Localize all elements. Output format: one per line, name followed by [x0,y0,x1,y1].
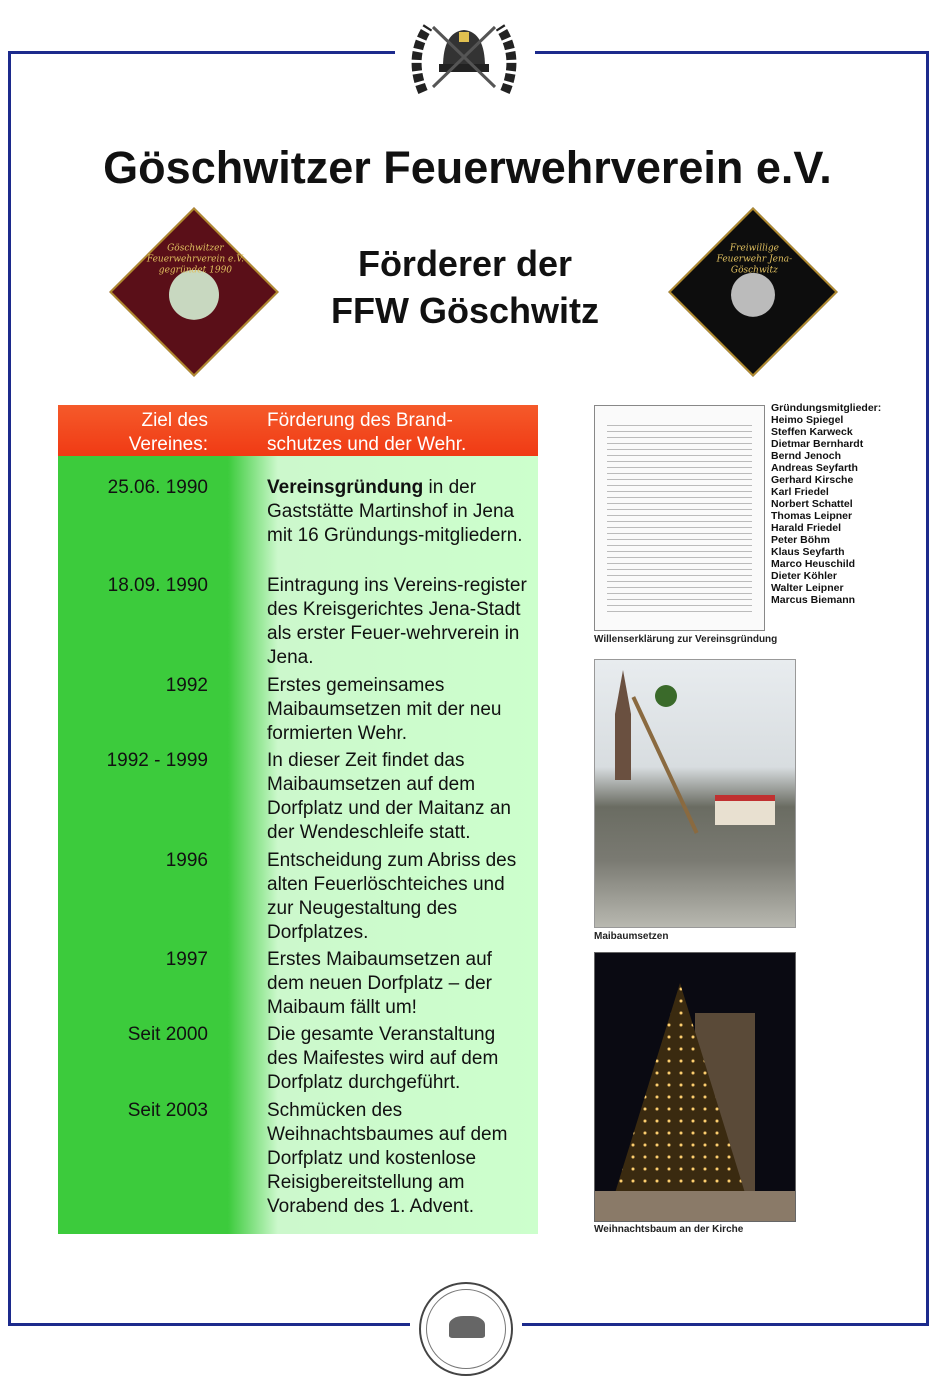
christmas-tree-photo [594,952,796,1222]
member-name: Marcus Biemann [771,594,856,606]
row-text: Die gesamte Veranstaltung des Maifestes wird auf dem Dorfplatz durchgeführt. [267,1024,499,1093]
subtitle-line-1: Förderer der [357,243,573,284]
member-name: Andreas Seyfarth [771,462,858,474]
member-name: Dieter Köhler [771,570,837,582]
member-name: Peter Böhm [771,534,830,546]
row-date: 18.09. 1990 [107,575,208,596]
founding-members-list [771,402,881,606]
header-goal-text [267,409,466,457]
chronicle-table [58,405,538,1234]
table-header [58,405,538,456]
maibaum-photo [594,659,796,928]
row-text: Eintragung ins Vereins-register des Kreisgerichtes Jena-Stadt als erster Feuer-wehrverein in Jena. [267,575,527,668]
row-text-bold: Vereinsgründung [267,477,424,498]
member-name: Heimo Spiegel [771,414,844,426]
row-date: 25.06. 1990 [107,477,208,498]
member-name: Walter Leipner [771,582,844,594]
header-text-line-2: schutzes und der Wehr. [267,434,467,455]
club-banner-left-text: Göschwitzer Feuerwehrverein e.V. gegründet 1990 [146,243,245,276]
row-text: Entscheidung zum Abriss des alten Feuerlöschteiches und zur Neugestaltung des Dorfplatzes. [267,850,517,943]
row-date: 1992 [165,675,208,696]
member-name: Karl Friedel [771,486,829,498]
row-text [267,476,529,548]
caption-christmas: Weihnachtsbaum an der Kirche [594,1224,744,1235]
row-date: 1992 - 1999 [106,750,208,771]
member-name: Klaus Seyfarth [771,546,845,558]
table-body [58,456,538,1234]
subtitle [300,240,630,334]
row-date: 1996 [165,850,208,871]
caption-document: Willenserklärung zur Vereinsgründung [594,634,778,645]
fire-brigade-emblem [403,12,525,100]
row-date: Seit 2000 [127,1024,208,1045]
header-label-line-1: Ziel des [141,410,208,431]
row-text: Erstes gemeinsames Maibaumsetzen mit der neu formierten Wehr. [267,675,502,744]
member-name: Marco Heuschild [771,558,856,570]
header-label-line-2: Vereines: [128,434,208,455]
header-goal-label [129,409,208,457]
caption-maibaum: Maibaumsetzen [594,931,669,942]
members-heading: Gründungsmitglieder: [771,402,882,414]
founding-document-image [594,405,765,631]
municipal-seal [419,1282,513,1376]
row-text: Schmücken des Weihnachtsbaumes auf dem Dorfplatz und kostenlose Reisigbereitstellung am Vorabend des 1. Advent. [267,1100,508,1217]
member-name: Norbert Schattel [771,498,853,510]
row-text-rest: in der Gaststätte Martinshof in Jena mit 16 Gründungs-mitgliedern. [267,477,523,546]
row-text: In dieser Zeit findet das Maibaumsetzen auf dem Dorfplatz und der Maitanz an der Wendeschleife statt. [267,750,511,843]
member-name: Thomas Leipner [771,510,853,522]
subtitle-line-2: FFW Göschwitz [331,290,599,331]
member-name: Bernd Jenoch [771,450,842,462]
header-text-line-1: Förderung des Brand- [267,410,453,431]
member-name: Steffen Karweck [771,426,853,438]
ffw-banner-right-text: Freiwillige Feuerwehr Jena-Göschwitz [716,243,793,276]
member-name: Harald Friedel [771,522,842,534]
row-text: Erstes Maibaumsetzen auf dem neuen Dorfplatz – der Maibaum fällt um! [267,949,492,1018]
row-date: Seit 2003 [127,1100,208,1121]
member-name: Dietmar Bernhardt [771,438,864,450]
member-name: Gerhard Kirsche [771,474,854,486]
row-date: 1997 [165,949,208,970]
page-title: Göschwitzer Feuerwehrverein e.V. [103,142,832,193]
